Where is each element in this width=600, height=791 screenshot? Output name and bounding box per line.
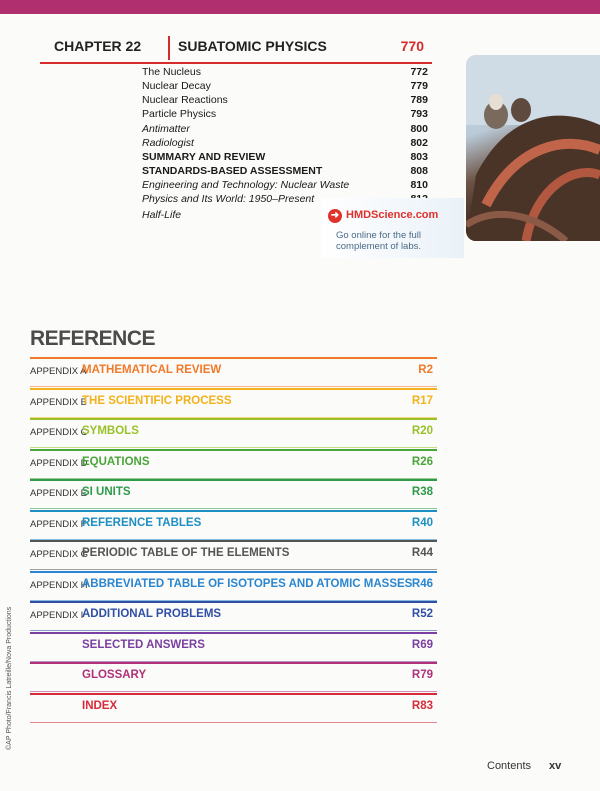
appendix-title: SYMBOLS	[82, 425, 139, 437]
chapter-title[interactable]: SUBATOMIC PHYSICS	[178, 38, 327, 54]
appendix-title: GLOSSARY	[82, 669, 147, 681]
appendix-title: MATHEMATICAL REVIEW	[82, 364, 222, 376]
reference-row[interactable]	[30, 693, 437, 723]
rule	[30, 662, 437, 664]
online-note: Go online for the full complement of labs.	[336, 230, 422, 252]
appendix-label: APPENDIX C	[30, 427, 88, 438]
appendix-label: APPENDIX E	[30, 488, 88, 499]
toc-row[interactable]	[0, 179, 440, 193]
rule	[30, 386, 437, 387]
appendix-title: REFERENCE TABLES	[82, 517, 202, 529]
toc-row[interactable]	[0, 80, 440, 94]
reference-title: REFERENCE	[30, 327, 156, 350]
summary-page: 803	[410, 151, 428, 163]
assessment-page: 808	[410, 165, 428, 177]
toc-row[interactable]	[0, 108, 440, 122]
page-footer	[487, 760, 562, 772]
rule	[30, 693, 437, 695]
appendix-label: APPENDIX A	[30, 366, 87, 377]
section-page: 789	[410, 94, 428, 106]
toc-row[interactable]	[0, 137, 440, 151]
chapter-photo	[466, 55, 600, 241]
appendix-title: SELECTED ANSWERS	[82, 639, 205, 651]
summary-title: SUMMARY AND REVIEW	[142, 151, 266, 163]
reference-row[interactable]	[30, 449, 437, 479]
feature-title: Antimatter	[142, 123, 190, 135]
appendix-page: R20	[411, 425, 433, 437]
feature-title: Engineering and Technology: Nuclear Waste	[142, 179, 350, 191]
appendix-page: R38	[411, 486, 433, 498]
rule	[30, 571, 437, 573]
appendix-label: APPENDIX G	[30, 549, 89, 560]
appendix-title: ADDITIONAL PROBLEMS	[82, 608, 222, 620]
section-title: The Nucleus	[142, 66, 201, 78]
appendix-title: EQUATIONS	[82, 456, 150, 468]
reference-row[interactable]	[30, 540, 437, 570]
feature-title: Radiologist	[142, 137, 194, 149]
section-title: Nuclear Reactions	[142, 94, 228, 106]
toc-row[interactable]	[0, 151, 440, 165]
feature-page: 800	[410, 123, 428, 135]
footer-label: Contents	[487, 760, 532, 772]
appendix-page: R52	[411, 608, 433, 620]
section-page: 772	[410, 66, 428, 78]
photo-credit: ©AP Photo/Francis Latreille/Nova Productions	[6, 606, 13, 750]
reference-row[interactable]	[30, 662, 437, 692]
feature-page: 810	[410, 179, 428, 191]
online-labs-callout[interactable]	[322, 198, 464, 258]
top-color-bar	[0, 0, 600, 14]
appendix-title: THE SCIENTIFIC PROCESS	[82, 395, 232, 407]
appendix-label: APPENDIX B	[30, 397, 88, 408]
section-title: Particle Physics	[142, 108, 217, 120]
toc-row[interactable]	[0, 94, 440, 108]
photo-illustration	[466, 55, 600, 241]
rule	[30, 569, 437, 570]
reference-row[interactable]	[30, 388, 437, 418]
rule	[30, 418, 437, 420]
rule	[30, 510, 437, 512]
reference-row[interactable]	[30, 357, 437, 387]
rule	[30, 540, 437, 542]
rule	[30, 388, 437, 390]
reference-row[interactable]	[30, 510, 437, 540]
reference-row[interactable]	[30, 479, 437, 509]
hmd-logo[interactable]	[328, 208, 458, 224]
reference-row[interactable]	[30, 571, 437, 601]
reference-row[interactable]	[30, 601, 437, 631]
toc-row[interactable]	[0, 165, 440, 179]
appendix-page: R40	[411, 517, 433, 529]
section-page: 779	[410, 80, 428, 92]
rule	[30, 357, 437, 359]
toc-row[interactable]	[0, 123, 440, 137]
chapter-page: 770	[400, 38, 424, 54]
rule	[30, 447, 437, 448]
rule	[30, 722, 437, 723]
rule	[30, 691, 437, 692]
feature-page: 802	[410, 137, 428, 149]
appendix-page: R83	[411, 700, 433, 712]
appendix-page: R17	[411, 395, 433, 407]
appendix-page: R79	[411, 669, 433, 681]
appendix-page: R2	[418, 364, 433, 376]
rule	[30, 479, 437, 481]
rule	[30, 632, 437, 634]
lab-title: Half-Life	[142, 209, 182, 221]
feature-title: Physics and Its World: 1950–Present	[142, 193, 315, 205]
section-page: 793	[410, 108, 428, 120]
appendix-page: R69	[411, 639, 433, 651]
toc-row[interactable]	[0, 66, 440, 80]
chapter-header	[40, 36, 432, 64]
arrow-icon: ➜	[328, 209, 342, 223]
appendix-title: PERIODIC TABLE OF THE ELEMENTS	[82, 547, 290, 559]
header-divider	[168, 36, 170, 60]
reference-row[interactable]	[30, 418, 437, 448]
appendix-label: APPENDIX D	[30, 458, 88, 469]
appendix-page: R44	[411, 547, 433, 559]
appendix-title: ABBREVIATED TABLE OF ISOTOPES AND ATOMIC MASSES	[82, 578, 413, 590]
rule	[30, 449, 437, 451]
reference-row[interactable]	[30, 632, 437, 662]
appendix-page: R46	[411, 578, 433, 590]
rule	[30, 601, 437, 603]
hmd-url[interactable]: HMDScience.com	[346, 209, 439, 221]
appendix-title: SI UNITS	[82, 486, 131, 498]
chapter-number: CHAPTER 22	[54, 38, 142, 54]
section-title: Nuclear Decay	[142, 80, 211, 92]
assessment-title: STANDARDS-BASED ASSESSMENT	[142, 165, 323, 177]
appendix-label: APPENDIX I	[30, 610, 84, 621]
appendix-label: APPENDIX F	[30, 519, 87, 530]
appendix-label: APPENDIX H	[30, 580, 88, 591]
rule	[30, 508, 437, 509]
footer-page-number: xv	[549, 760, 562, 772]
rule	[30, 630, 437, 631]
appendix-page: R26	[411, 456, 433, 468]
appendix-title: INDEX	[82, 700, 118, 712]
